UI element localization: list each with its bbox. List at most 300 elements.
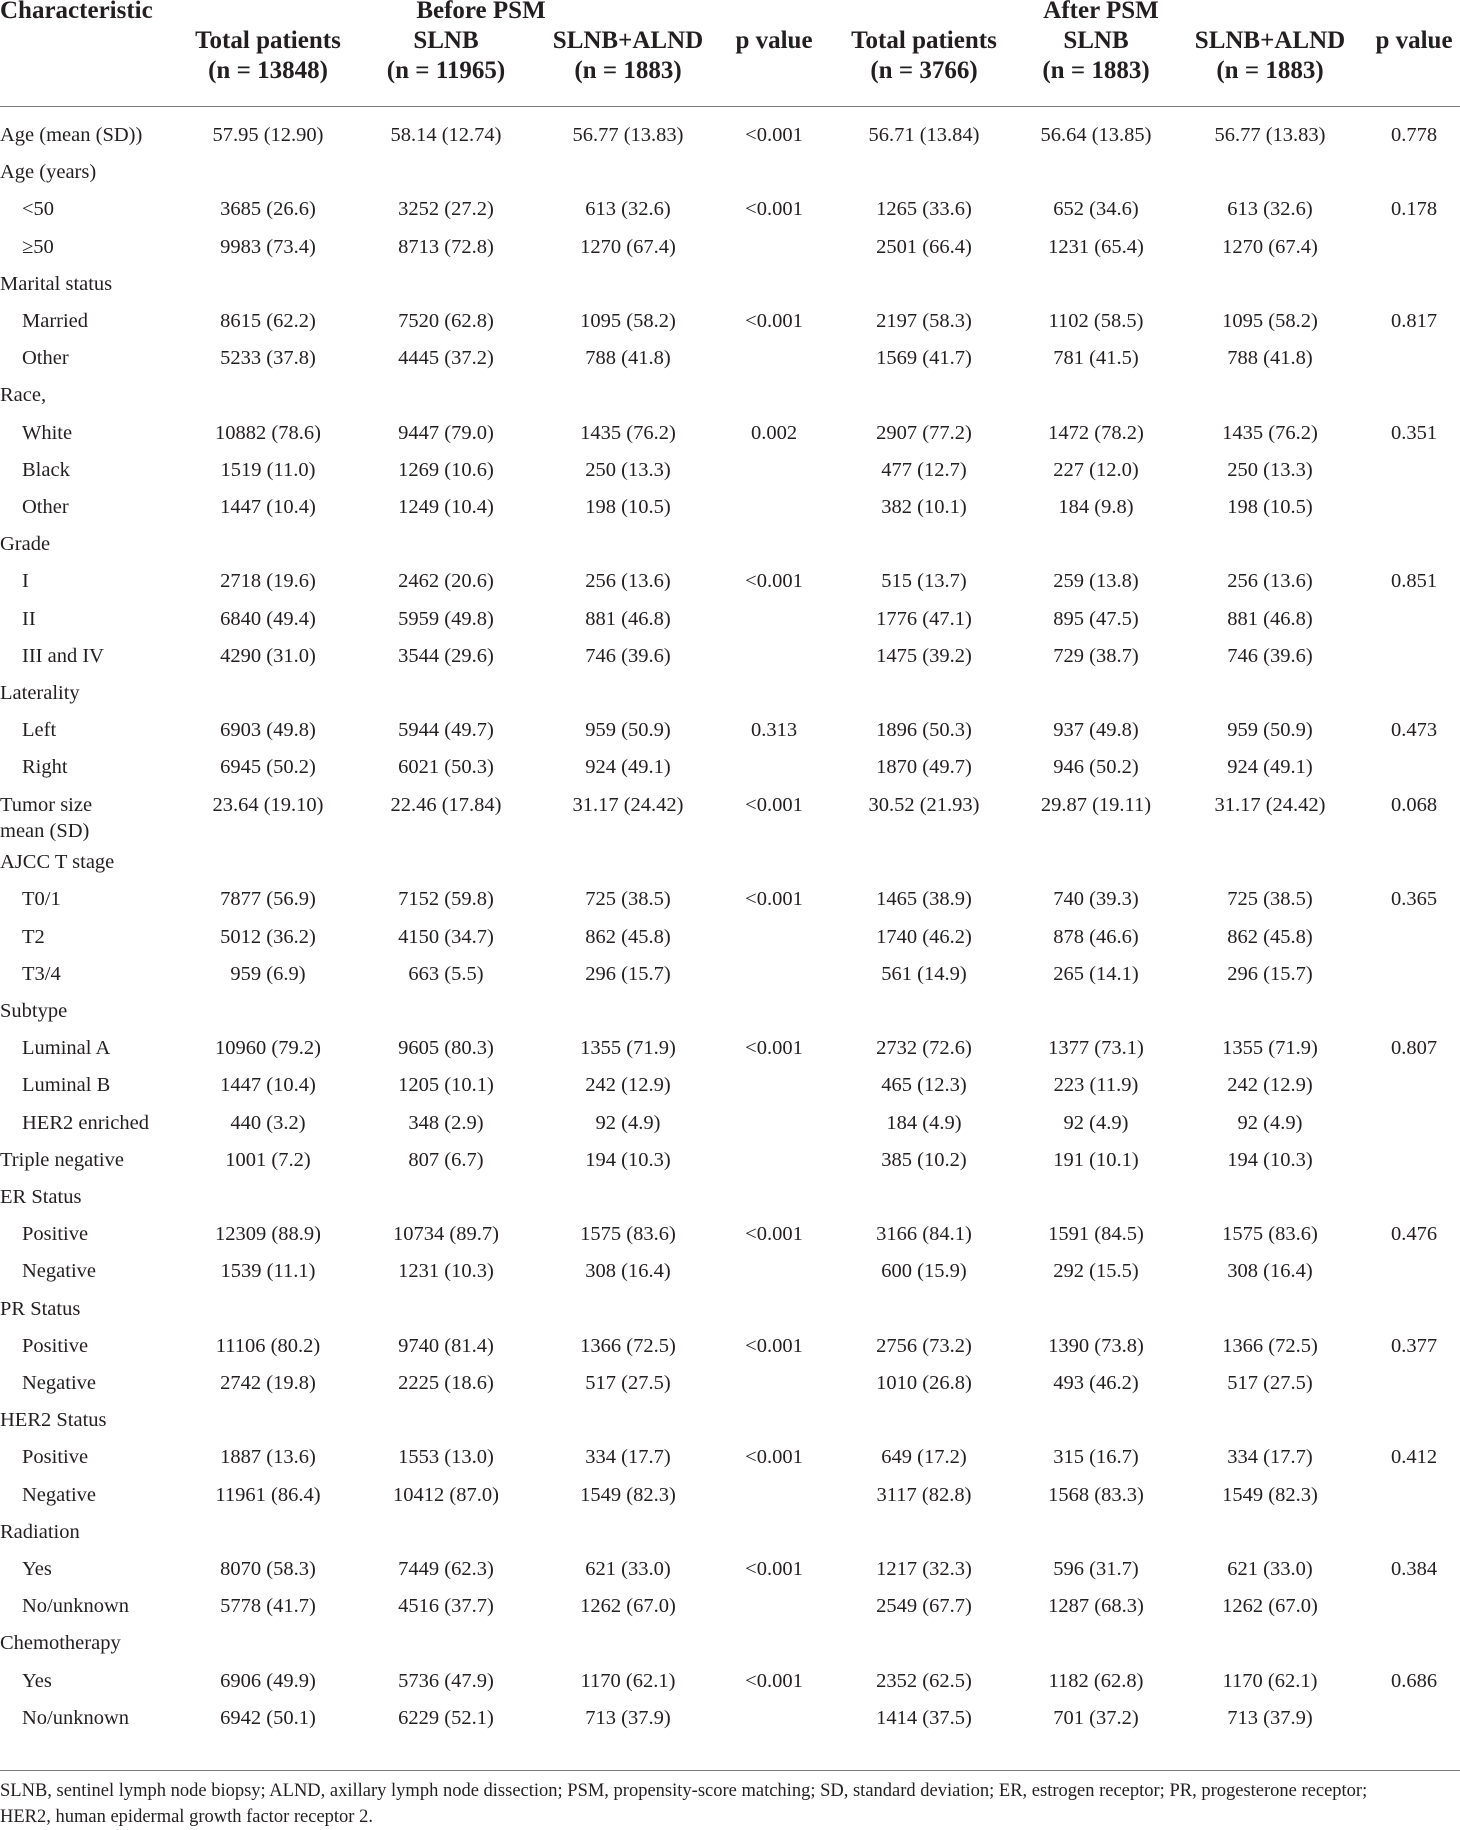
table-cell: <0.001: [745, 124, 803, 146]
table-cell: 1182 (62.8): [1048, 1669, 1144, 1692]
table-cell: 385 (10.2): [881, 1148, 967, 1171]
table-cell: 1217 (32.3): [876, 1557, 972, 1580]
table-cell: 1102 (58.5): [1048, 310, 1144, 332]
table-row: [0, 159, 1460, 196]
table-cell: 2718 (19.6): [220, 570, 316, 593]
row-label-text: Black: [22, 458, 70, 481]
row-label: [0, 1258, 96, 1284]
row-label-text: Marital status: [0, 272, 113, 295]
table-row: [0, 643, 1460, 680]
table-cell: 959 (50.9): [1227, 719, 1313, 742]
row-label-text: T2: [22, 925, 45, 948]
table-cell: 0.851: [1390, 570, 1438, 593]
table-cell: 30.52 (21.93): [868, 793, 980, 816]
row-label: [0, 457, 70, 483]
table-row: [0, 1333, 1460, 1370]
table-cell: 4150 (34.7): [398, 925, 494, 948]
table-cell: 1001 (7.2): [225, 1148, 311, 1171]
table-cell: 895 (47.5): [1053, 607, 1139, 630]
table-cell: 7152 (59.8): [398, 888, 494, 911]
row-label-text: ≥50: [22, 235, 54, 258]
row-label: [0, 1370, 96, 1396]
table-cell: 296 (15.7): [585, 962, 671, 985]
header-col-2-line1: SLNB+ALND: [552, 27, 704, 54]
table-row: [0, 1407, 1460, 1444]
table-cell: 5736 (47.9): [398, 1669, 494, 1692]
row-label-text: T3/4: [22, 962, 61, 985]
table-cell: 10412 (87.0): [393, 1483, 499, 1506]
table-cell: 6945 (50.2): [220, 756, 316, 779]
row-label: [0, 308, 88, 334]
row-label: [0, 420, 72, 446]
table-cell: 2225 (18.6): [398, 1371, 494, 1394]
table-cell: 0.817: [1390, 310, 1438, 332]
table-cell: 223 (11.9): [1053, 1074, 1139, 1097]
row-label: [0, 606, 36, 632]
header-col-1-line2: (n = 11965): [386, 57, 506, 84]
table-cell: 2549 (67.7): [876, 1595, 972, 1618]
table-cell: 0.178: [1390, 198, 1438, 221]
table-cell: 382 (10.1): [881, 496, 967, 518]
table-cell: 713 (37.9): [1227, 1706, 1313, 1729]
table-row: [0, 345, 1460, 382]
table-cell: 5233 (37.8): [220, 347, 316, 370]
row-label: [0, 568, 29, 594]
table-cell: 1355 (71.9): [580, 1037, 676, 1060]
table-cell: 92 (4.9): [1063, 1111, 1129, 1134]
table-row: [0, 886, 1460, 923]
table-cell: 242 (12.9): [1227, 1074, 1313, 1097]
row-label-text: Other: [22, 347, 69, 370]
table-cell: 561 (14.9): [881, 962, 967, 985]
row-label-text: Chemotherapy: [0, 1632, 121, 1655]
table-cell: 1262 (67.0): [580, 1595, 676, 1618]
table-cell: 2352 (62.5): [876, 1669, 972, 1692]
table-row: [0, 1556, 1460, 1593]
table-cell: 1435 (76.2): [1222, 421, 1318, 444]
table-cell: 11961 (86.4): [215, 1483, 321, 1506]
table-row: [0, 568, 1460, 605]
table-cell: 1095 (58.2): [580, 310, 676, 332]
table-cell: 0.686: [1390, 1669, 1438, 1692]
table-cell: <0.001: [745, 1223, 803, 1246]
table-cell: 0.068: [1390, 793, 1438, 816]
table-row: [0, 1593, 1460, 1630]
table-cell: 1249 (10.4): [398, 496, 494, 518]
table-row: [0, 1184, 1460, 1221]
table-cell: 1355 (71.9): [1222, 1037, 1318, 1060]
table-cell: 184 (9.8): [1058, 496, 1134, 518]
table-cell: 1262 (67.0): [1222, 1595, 1318, 1618]
table-cell: 0.313: [750, 719, 798, 742]
table-cell: 308 (16.4): [1227, 1260, 1313, 1283]
table-cell: 56.64 (13.85): [1040, 124, 1152, 146]
table-cell: 296 (15.7): [1227, 962, 1313, 985]
row-label-text: Race,: [0, 384, 47, 407]
table-cell: 292 (15.5): [1053, 1260, 1139, 1283]
table-row: [0, 1519, 1460, 1556]
table-cell: 725 (38.5): [1227, 888, 1313, 911]
table-cell: 2462 (20.6): [398, 570, 494, 593]
row-label-text: No/unknown: [22, 1706, 130, 1729]
footnote-line-1: SLNB, sentinel lymph node biopsy; ALND, axillary lymph node dissection; PSM, propensity-score matching; SD, standard deviation; ER, estrogen receptor; PR, progesterone receptor;: [0, 1781, 1368, 1801]
row-label-text: HER2 enriched: [22, 1111, 149, 1134]
table-cell: 31.17 (24.42): [1214, 793, 1326, 816]
table-cell: 308 (16.4): [585, 1260, 671, 1283]
table-cell: 191 (10.1): [1053, 1148, 1139, 1171]
table-cell: 265 (14.1): [1053, 962, 1139, 985]
table-cell: 663 (5.5): [408, 962, 484, 985]
table-cell: 259 (13.8): [1053, 570, 1139, 593]
table-cell: 1270 (67.4): [580, 235, 676, 258]
table-cell: 440 (3.2): [230, 1111, 306, 1134]
row-label: [0, 1333, 88, 1359]
table-cell: 334 (17.7): [585, 1446, 671, 1469]
table-cell: 1447 (10.4): [220, 1074, 316, 1097]
table-cell: 621 (33.0): [585, 1557, 671, 1580]
table-cell: 194 (10.3): [585, 1148, 671, 1171]
row-label: [0, 271, 112, 297]
table-cell: <0.001: [745, 1334, 803, 1357]
table-cell: 0.377: [1390, 1334, 1438, 1357]
table-cell: 959 (6.9): [230, 962, 306, 985]
table-cell: 56.71 (13.84): [868, 124, 980, 146]
row-label: [0, 1147, 124, 1173]
table-cell: 348 (2.9): [408, 1111, 484, 1134]
row-label: [0, 680, 80, 706]
table-cell: 1170 (62.1): [580, 1669, 676, 1692]
row-label-text: Subtype: [0, 999, 68, 1022]
row-label: [0, 1072, 110, 1098]
header-characteristic: Characteristic: [0, 0, 153, 24]
header-col-1-line1: SLNB: [413, 27, 479, 54]
table-cell: 1519 (11.0): [220, 458, 316, 481]
row-label-text: Age (mean (SD)): [0, 124, 143, 146]
table-cell: 1553 (13.0): [398, 1446, 494, 1469]
row-label: [0, 1630, 121, 1656]
table-row: [0, 717, 1460, 754]
row-label: [0, 1519, 80, 1545]
table-cell: 1776 (47.1): [876, 607, 972, 630]
table-cell: 6840 (49.4): [220, 607, 316, 630]
table-cell: 600 (15.9): [881, 1260, 967, 1283]
table-cell: 1231 (10.3): [398, 1260, 494, 1283]
row-label: [0, 1407, 107, 1433]
row-label-text: Age (years): [0, 161, 97, 184]
table-cell: 3166 (84.1): [876, 1223, 972, 1246]
table-cell: 4445 (37.2): [398, 347, 494, 370]
table-cell: 924 (49.1): [1227, 756, 1313, 779]
table-cell: 1414 (37.5): [876, 1706, 972, 1729]
row-label-text: HER2 Status: [0, 1409, 107, 1432]
table-cell: 315 (16.7): [1053, 1446, 1139, 1469]
table-cell: <0.001: [745, 888, 803, 911]
table-cell: 0.778: [1390, 124, 1438, 146]
row-label-text: No/unknown: [22, 1595, 130, 1618]
row-label-text: I: [22, 570, 29, 593]
row-label: [0, 1668, 52, 1694]
row-label: [0, 382, 46, 408]
table-row: [0, 1630, 1460, 1667]
footer-divider: [0, 1770, 1460, 1771]
table-cell: 8615 (62.2): [220, 310, 316, 332]
table-cell: 9447 (79.0): [398, 421, 494, 444]
table-cell: 0.365: [1390, 888, 1438, 911]
table-cell: 9605 (80.3): [398, 1037, 494, 1060]
table-cell: 250 (13.3): [1227, 458, 1313, 481]
table-cell: 5012 (36.2): [220, 925, 316, 948]
table-cell: 1465 (38.9): [876, 888, 972, 911]
row-label: [0, 717, 56, 743]
row-label: [0, 345, 69, 371]
row-label-text: <50: [22, 198, 55, 221]
table-row: [0, 457, 1460, 494]
table-cell: 1170 (62.1): [1222, 1669, 1318, 1692]
table-cell: 1568 (83.3): [1048, 1483, 1144, 1506]
table-row: [0, 924, 1460, 961]
table-cell: 1575 (83.6): [580, 1223, 676, 1246]
row-label-text: Triple negative: [0, 1148, 124, 1171]
row-label: [0, 1556, 52, 1582]
table-cell: 242 (12.9): [585, 1074, 671, 1097]
header-col-2-line2: (n = 1883): [574, 57, 682, 84]
table-cell: 788 (41.8): [1227, 347, 1313, 370]
table-cell: 0.807: [1390, 1037, 1438, 1060]
table-cell: 1265 (33.6): [876, 198, 972, 221]
table-cell: 1870 (49.7): [876, 756, 972, 779]
table-cell: 198 (10.5): [585, 496, 671, 518]
table-cell: 613 (32.6): [1227, 198, 1313, 221]
table-cell: 11106 (80.2): [215, 1334, 321, 1357]
table-cell: 959 (50.9): [585, 719, 671, 742]
table-row: [0, 1668, 1460, 1705]
row-label-text: Yes: [22, 1669, 52, 1692]
table-cell: 781 (41.5): [1053, 347, 1139, 370]
row-label-text: Married: [22, 310, 89, 332]
table-cell: 788 (41.8): [585, 347, 671, 370]
row-label-text: Negative: [22, 1483, 96, 1506]
row-label: [0, 643, 104, 669]
table-row: [0, 754, 1460, 791]
table-row: [0, 1482, 1460, 1519]
table-cell: 701 (37.2): [1053, 1706, 1139, 1729]
table-cell: 1205 (10.1): [398, 1074, 494, 1097]
table-cell: 6903 (49.8): [220, 719, 316, 742]
table-cell: 9740 (81.4): [398, 1334, 494, 1357]
table-cell: 227 (12.0): [1053, 458, 1139, 481]
table-cell: 517 (27.5): [1227, 1371, 1313, 1394]
table-cell: 649 (17.2): [881, 1446, 967, 1469]
row-label: [0, 494, 69, 520]
row-label: [0, 792, 92, 844]
table-cell: 1475 (39.2): [876, 644, 972, 667]
row-label: [0, 961, 61, 987]
table-cell: 31.17 (24.42): [572, 793, 684, 816]
row-label: [0, 159, 96, 185]
table-cell: <0.001: [745, 1669, 803, 1692]
row-label-text: AJCC T stage: [0, 851, 115, 874]
table-cell: 0.412: [1390, 1446, 1438, 1469]
table-cell: 7520 (62.8): [398, 310, 494, 332]
table-row: [0, 680, 1460, 717]
row-label-text-line2: mean (SD): [0, 819, 90, 842]
table-cell: 10734 (89.7): [393, 1223, 499, 1246]
table-cell: 1269 (10.6): [398, 458, 494, 481]
header-col-6-line2: (n = 1883): [1216, 57, 1324, 84]
table-cell: 1549 (82.3): [1222, 1483, 1318, 1506]
row-label: [0, 754, 68, 780]
table-cell: 92 (4.9): [1237, 1111, 1303, 1134]
table-cell: 1366 (72.5): [580, 1334, 676, 1357]
table-row: [0, 849, 1460, 886]
header-before-psm: Before PSM: [416, 0, 546, 24]
table-cell: 6906 (49.9): [220, 1669, 316, 1692]
table-cell: <0.001: [745, 1557, 803, 1580]
table-cell: <0.001: [745, 1446, 803, 1469]
table-cell: 5959 (49.8): [398, 607, 494, 630]
table-cell: 56.77 (13.83): [572, 124, 684, 146]
row-label-text: PR Status: [0, 1297, 81, 1320]
row-label-text: Yes: [22, 1557, 52, 1580]
table-cell: 6229 (52.1): [398, 1706, 494, 1729]
table-cell: 515 (13.7): [881, 570, 967, 593]
table-cell: 12309 (88.9): [215, 1223, 321, 1246]
row-label: [0, 1035, 110, 1061]
table-cell: 3685 (26.6): [220, 198, 316, 221]
table-row: [0, 122, 1460, 159]
table-cell: 256 (13.6): [1227, 570, 1313, 593]
table-cell: 746 (39.6): [1227, 644, 1313, 667]
table-cell: 946 (50.2): [1053, 756, 1139, 779]
row-label: [0, 1184, 81, 1210]
table-row: [0, 494, 1460, 531]
table-row: [0, 1370, 1460, 1407]
table-row: [0, 606, 1460, 643]
table-cell: 3117 (82.8): [876, 1483, 972, 1506]
table-row: [0, 234, 1460, 271]
table-cell: 22.46 (17.84): [390, 793, 502, 816]
table-row: [0, 998, 1460, 1035]
table-cell: 881 (46.8): [1227, 607, 1313, 630]
table-row: [0, 792, 1460, 842]
header-col-3-line1: p value: [735, 27, 813, 54]
header-col-5-line1: SLNB: [1063, 27, 1129, 54]
table-row: [0, 531, 1460, 568]
table-cell: 937 (49.8): [1053, 719, 1139, 742]
row-label: [0, 122, 142, 148]
table-row: [0, 382, 1460, 419]
table-cell: <0.001: [745, 793, 803, 816]
table-cell: 613 (32.6): [585, 198, 671, 221]
table-cell: 740 (39.3): [1053, 888, 1139, 911]
table-cell: 465 (12.3): [881, 1074, 967, 1097]
table-cell: 1896 (50.3): [876, 719, 972, 742]
table-cell: 4290 (31.0): [220, 644, 316, 667]
table-cell: 1366 (72.5): [1222, 1334, 1318, 1357]
row-label: [0, 1221, 88, 1247]
table-cell: 4516 (37.7): [398, 1595, 494, 1618]
table-cell: 6942 (50.1): [220, 1706, 316, 1729]
header-col-5-line2: (n = 1883): [1042, 57, 1150, 84]
table-row: [0, 308, 1460, 345]
row-label: [0, 531, 50, 557]
table-cell: 2756 (73.2): [876, 1334, 972, 1357]
row-label-text: ER Status: [0, 1185, 82, 1208]
table-row: [0, 1258, 1460, 1295]
row-label: [0, 234, 54, 260]
table-row: [0, 1147, 1460, 1184]
table-header: [0, 0, 1460, 107]
table-cell: <0.001: [745, 198, 803, 221]
row-label: [0, 1705, 129, 1731]
table-row: [0, 1110, 1460, 1147]
table-cell: 1447 (10.4): [220, 496, 316, 518]
table-cell: 0.351: [1390, 421, 1438, 444]
table-cell: 1095 (58.2): [1222, 310, 1318, 332]
row-label-text: Positive: [22, 1223, 89, 1246]
row-label-text: Radiation: [0, 1520, 80, 1543]
row-label-text: Luminal A: [22, 1037, 111, 1060]
table-row: [0, 1072, 1460, 1109]
table-cell: 1231 (65.4): [1048, 235, 1144, 258]
table-cell: <0.001: [745, 310, 803, 332]
table-cell: 10960 (79.2): [215, 1037, 321, 1060]
table-row: [0, 1705, 1460, 1742]
table-cell: 1270 (67.4): [1222, 235, 1318, 258]
table-cell: 1591 (84.5): [1048, 1223, 1144, 1246]
table-cell: 58.14 (12.74): [390, 124, 502, 146]
table-row: [0, 196, 1460, 233]
table-cell: 6021 (50.3): [398, 756, 494, 779]
table-cell: 729 (38.7): [1053, 644, 1139, 667]
table-cell: 3544 (29.6): [398, 644, 494, 667]
table-cell: 0.476: [1390, 1223, 1438, 1246]
table-row: [0, 1221, 1460, 1258]
row-label-text: White: [22, 421, 73, 444]
table-cell: 1569 (41.7): [876, 347, 972, 370]
table-cell: 881 (46.8): [585, 607, 671, 630]
table-cell: 862 (45.8): [585, 925, 671, 948]
table-cell: 725 (38.5): [585, 888, 671, 911]
header-col-0-line2: (n = 13848): [208, 57, 328, 84]
table-cell: 652 (34.6): [1053, 198, 1139, 221]
header-col-4-line1: Total patients: [851, 27, 997, 54]
row-label-text: Left: [22, 719, 57, 742]
table-cell: 3252 (27.2): [398, 198, 494, 221]
table-cell: 1390 (73.8): [1048, 1334, 1144, 1357]
table-cell: 198 (10.5): [1227, 496, 1313, 518]
table-cell: 2197 (58.3): [876, 310, 972, 332]
row-label-text: Positive: [22, 1446, 89, 1469]
header-col-7-line1: p value: [1375, 27, 1453, 54]
table-cell: 1287 (68.3): [1048, 1595, 1144, 1618]
table-cell: <0.001: [745, 570, 803, 593]
table-cell: 10882 (78.6): [215, 421, 321, 444]
row-label-text: Luminal B: [22, 1074, 111, 1097]
row-label-text: T0/1: [22, 888, 61, 911]
table-cell: 184 (4.9): [886, 1111, 962, 1134]
table-cell: 1575 (83.6): [1222, 1223, 1318, 1246]
table-cell: 5778 (41.7): [220, 1595, 316, 1618]
row-label: [0, 196, 54, 222]
table-row: [0, 1296, 1460, 1333]
table-cell: 23.64 (19.10): [212, 793, 324, 816]
table-cell: 493 (46.2): [1053, 1371, 1139, 1394]
table-cell: 250 (13.3): [585, 458, 671, 481]
table-cell: 5944 (49.7): [398, 719, 494, 742]
table-cell: 807 (6.7): [408, 1148, 484, 1171]
table-row: [0, 271, 1460, 308]
